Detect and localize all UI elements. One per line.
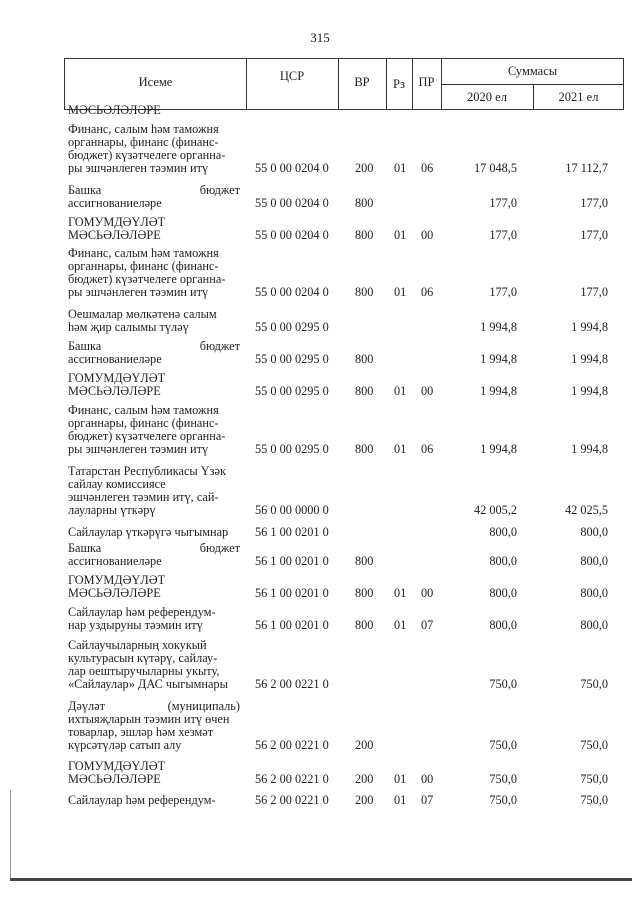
row-vr: 800 — [355, 384, 374, 398]
row-sum-2021: 1 994,8 — [571, 384, 608, 398]
page-bottom-border — [10, 878, 632, 881]
row-sum-2020: 750,0 — [489, 677, 517, 691]
row-sum-2021: 1 994,8 — [571, 320, 608, 334]
row-name-line: ры эшчәнлеген тәэмин итү — [68, 285, 209, 299]
row-name-line: ры эшчәнлеген тәэмин итү — [68, 161, 209, 175]
row-name-line: Сайлаулар һәм референдум- — [68, 793, 216, 807]
row-rz: 01 — [394, 793, 407, 807]
header-csr: ЦСР — [279, 69, 305, 83]
row-sum-2020: 42 005,2 — [473, 503, 517, 517]
row-name-line: органнары, финанс (финанс- — [68, 416, 219, 430]
row-name-line: органнары, финанс (финанс- — [68, 259, 219, 273]
row-name-line: ассигнованиеләре — [68, 554, 162, 568]
row-name — [68, 104, 240, 117]
row-name-line: эшчәнлеген тәэмин итү, сай- — [68, 490, 219, 504]
row-rz: 01 — [394, 384, 407, 398]
row-csr: 55 0 00 0204 0 — [255, 285, 329, 299]
row-csr: 55 0 00 0204 0 — [255, 161, 329, 175]
row-pr: 00 — [421, 586, 434, 600]
row-vr: 800 — [355, 442, 374, 456]
row-name-line: органнары, финанс (финанс- — [68, 135, 219, 149]
row-rz: 01 — [394, 586, 407, 600]
row-name-line: ГОМУМДӘҮЛӘТ — [68, 371, 166, 385]
row-name-line: бюджет) күзәтчелеге органна- — [68, 429, 226, 443]
row-sum-2021: 177,0 — [580, 285, 608, 299]
row-csr: 55 0 00 0295 0 — [255, 442, 329, 456]
row-name-line: МӘСЬӘЛӘЛӘРЕ — [68, 384, 161, 398]
row-name-line: лар оештыручыларны укыту, — [68, 664, 220, 678]
row-sum-2020: 750,0 — [489, 738, 517, 752]
row-pr: 07 — [421, 793, 434, 807]
header-2021: 2021 ел — [558, 90, 599, 104]
row-name-line: нар уздыруны тәэмин итү — [68, 618, 203, 632]
row-sum-2020: 800,0 — [489, 554, 517, 568]
row-name-line: күрсәтүләр сатып алу — [68, 738, 182, 752]
row-vr: 800 — [355, 285, 374, 299]
row-pr: 00 — [421, 228, 434, 242]
row-name-line: Сайлаулар үткәрүгә чыгымнар — [68, 525, 229, 539]
row-vr: 800 — [355, 228, 374, 242]
row-name-line: ГОМУМДӘҮЛӘТ — [68, 573, 166, 587]
row-name-line: «Сайлаулар» ДАС чыгымнары — [68, 677, 228, 691]
row-vr: 800 — [355, 554, 374, 568]
row-sum-2021: 1 994,8 — [571, 352, 608, 366]
row-name — [68, 372, 240, 398]
row-name-line: ассигнованиеләре — [68, 352, 162, 366]
row-sum-2020: 1 994,8 — [480, 320, 517, 334]
row-sum-2020: 177,0 — [489, 228, 517, 242]
row-vr: 800 — [355, 586, 374, 600]
row-name-line: Башка бюджет — [68, 183, 240, 197]
page-margin-line — [10, 790, 11, 880]
row-name-line: ГОМУМДӘҮЛӘТ — [68, 759, 166, 773]
row-name — [68, 123, 240, 175]
row-sum-2021: 177,0 — [580, 228, 608, 242]
row-vr: 200 — [355, 772, 374, 786]
row-sum-2020: 1 994,8 — [480, 352, 517, 366]
row-name-line: Татарстан Республикасы Үзәк — [68, 464, 226, 478]
row-pr: 00 — [421, 384, 434, 398]
row-name — [68, 216, 240, 242]
row-name-line: МӘСЬӘЛӘЛӘРЕ — [68, 103, 161, 117]
row-pr: 06 — [421, 285, 434, 299]
row-name-line: Сайлаучыларның хокукый — [68, 638, 207, 652]
row-sum-2020: 750,0 — [489, 793, 517, 807]
row-pr: 06 — [421, 442, 434, 456]
row-name-line: ихтыяҗларын тәэмин итү өчен — [68, 712, 230, 726]
row-sum-2020: 800,0 — [489, 618, 517, 632]
row-csr: 56 1 00 0201 0 — [255, 554, 329, 568]
header-name: Исеме — [138, 75, 173, 89]
row-name-line: товарлар, эшләр һәм хезмәт — [68, 725, 214, 739]
row-name — [68, 308, 240, 334]
row-csr: 55 0 00 0295 0 — [255, 352, 329, 366]
row-pr: 07 — [421, 618, 434, 632]
row-name — [68, 465, 240, 517]
row-sum-2021: 800,0 — [580, 586, 608, 600]
row-sum-2021: 17 112,7 — [565, 161, 608, 175]
row-rz: 01 — [394, 618, 407, 632]
row-rz: 01 — [394, 161, 407, 175]
row-name-line: Финанс, салым һәм таможня — [68, 122, 219, 136]
header-2020: 2020 ел — [467, 90, 507, 104]
row-name-line: лауларны үткәрү — [68, 503, 156, 517]
row-name — [68, 700, 240, 752]
row-name — [68, 574, 240, 600]
row-pr: 00 — [421, 772, 434, 786]
row-name — [68, 526, 240, 539]
row-sum-2020: 800,0 — [489, 586, 517, 600]
row-sum-2020: 800,0 — [489, 525, 517, 539]
row-name — [68, 184, 240, 210]
row-name-line: сайлау комиссиясе — [68, 477, 166, 491]
row-sum-2021: 800,0 — [580, 554, 608, 568]
row-sum-2020: 177,0 — [489, 196, 517, 210]
row-vr: 800 — [355, 352, 374, 366]
row-name — [68, 404, 240, 456]
page-number: 315 — [310, 30, 330, 45]
row-name-line: МӘСЬӘЛӘЛӘРЕ — [68, 772, 161, 786]
row-sum-2020: 177,0 — [489, 285, 517, 299]
row-csr: 56 1 00 0201 0 — [255, 525, 329, 539]
row-vr: 200 — [355, 738, 374, 752]
row-sum-2021: 750,0 — [580, 793, 608, 807]
header-vr: ВР — [354, 75, 370, 89]
header-rz: Рз — [393, 77, 405, 91]
row-sum-2020: 1 994,8 — [480, 384, 517, 398]
row-name-line: культурасын күтәрү, сайлау- — [68, 651, 218, 665]
row-name-line: Финанс, салым һәм таможня — [68, 246, 219, 260]
row-name-line: Оешмалар мөлкәтенә салым — [68, 307, 217, 321]
row-name — [68, 340, 240, 366]
row-name-line: Финанс, салым һәм таможня — [68, 403, 219, 417]
row-csr: 55 0 00 0204 0 — [255, 228, 329, 242]
row-sum-2021: 750,0 — [580, 772, 608, 786]
row-sum-2021: 800,0 — [580, 618, 608, 632]
row-name-line: Сайлаулар һәм референдум- — [68, 605, 216, 619]
row-name-line: бюджет) күзәтчелеге органна- — [68, 148, 226, 162]
row-pr: 06 — [421, 161, 434, 175]
row-vr: 200 — [355, 161, 374, 175]
row-name-line: бюджет) күзәтчелеге органна- — [68, 272, 226, 286]
row-csr: 56 2 00 0221 0 — [255, 772, 329, 786]
row-name — [68, 247, 240, 299]
row-rz: 01 — [394, 772, 407, 786]
row-csr: 55 0 00 0204 0 — [255, 196, 329, 210]
row-name-line: Башка бюджет — [68, 339, 240, 353]
row-name-line: Башка бюджет — [68, 541, 240, 555]
row-csr: 56 2 00 0221 0 — [255, 677, 329, 691]
header-sums: Суммасы — [507, 64, 558, 78]
row-name-line: ГОМУМДӘҮЛӘТ — [68, 215, 166, 229]
row-csr: 55 0 00 0295 0 — [255, 320, 329, 334]
row-name — [68, 639, 240, 691]
row-name — [68, 542, 240, 568]
row-name-line: Дәүләт (муниципаль) — [68, 699, 240, 713]
header-pr: ПР — [418, 75, 435, 89]
row-name — [68, 606, 240, 632]
row-vr: 800 — [355, 618, 374, 632]
row-sum-2021: 177,0 — [580, 196, 608, 210]
row-name-line: МӘСЬӘЛӘЛӘРЕ — [68, 586, 161, 600]
row-csr: 56 2 00 0221 0 — [255, 793, 329, 807]
row-sum-2020: 750,0 — [489, 772, 517, 786]
row-sum-2021: 42 025,5 — [564, 503, 608, 517]
row-csr: 56 1 00 0201 0 — [255, 586, 329, 600]
row-csr: 56 2 00 0221 0 — [255, 738, 329, 752]
row-name-line: һәм җир салымы түләү — [68, 320, 189, 334]
row-csr: 55 0 00 0295 0 — [255, 384, 329, 398]
row-vr: 200 — [355, 793, 374, 807]
row-csr: 56 1 00 0201 0 — [255, 618, 329, 632]
row-name-line: МӘСЬӘЛӘЛӘРЕ — [68, 228, 161, 242]
row-name-line: ассигнованиеләре — [68, 196, 162, 210]
row-name — [68, 760, 240, 786]
row-rz: 01 — [394, 228, 407, 242]
row-rz: 01 — [394, 285, 407, 299]
row-rz: 01 — [394, 442, 407, 456]
row-sum-2021: 800,0 — [580, 525, 608, 539]
row-name — [68, 794, 240, 807]
row-sum-2021: 750,0 — [580, 677, 608, 691]
row-csr: 56 0 00 0000 0 — [255, 503, 329, 517]
row-sum-2021: 1 994,8 — [571, 442, 608, 456]
row-sum-2021: 750,0 — [580, 738, 608, 752]
row-vr: 800 — [355, 196, 374, 210]
row-name-line: ры эшчәнлеген тәэмин итү — [68, 442, 209, 456]
row-sum-2020: 17 048,5 — [473, 161, 517, 175]
row-sum-2020: 1 994,8 — [480, 442, 517, 456]
